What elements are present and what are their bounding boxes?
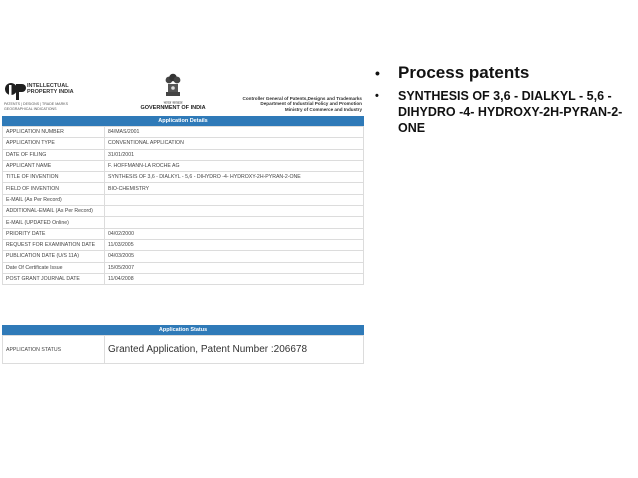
table-row — [3, 251, 364, 262]
table-row — [3, 262, 364, 273]
detail-value: F. HOFFMANN-LA ROCHE AG — [105, 160, 364, 171]
government-of-india-label: GOVERNMENT OF INDIA — [140, 105, 206, 111]
detail-value: 11/03/2005 — [105, 239, 364, 250]
detail-value: 84/MAS/2001 — [105, 127, 364, 138]
ip-india-logo-text: INTELLECTUAL PROPERTY INDIA — [27, 83, 74, 95]
detail-label: DATE OF FILING — [3, 149, 105, 160]
detail-label: E-MAIL (As Per Record) — [3, 194, 105, 205]
cgpdtm-line-2: Department of Industrial Policy and Promotion — [260, 101, 362, 107]
table-row — [3, 160, 364, 171]
detail-value — [105, 206, 364, 217]
application-details-header: Application Details — [2, 116, 364, 126]
cgpdtm-line-1: Controller General of Patents,Designs and Trademarks — [242, 96, 362, 101]
detail-label: APPLICANT NAME — [3, 160, 105, 171]
detail-value: SYNTHESIS OF 3,6 - DIALKYL - 5,6 - DIHYDRO -4- HYDROXY-2H-PYRAN-2-ONE — [105, 172, 364, 183]
national-emblem-icon — [162, 70, 184, 98]
detail-label: PUBLICATION DATE (U/S 11A) — [3, 251, 105, 262]
table-row — [3, 138, 364, 149]
detail-label: APPLICATION TYPE — [3, 138, 105, 149]
detail-label: TITLE OF INVENTION — [3, 172, 105, 183]
table-row — [3, 228, 364, 239]
bullet-text-2: SYNTHESIS OF 3,6 - DIALKYL - 5,6 - DIHYDRO -4- HYDROXY-2H-PYRAN-2-ONE — [398, 89, 623, 135]
detail-label: ADDITIONAL-EMAIL (As Per Record) — [3, 206, 105, 217]
detail-label: PRIORITY DATE — [3, 228, 105, 239]
cgpdtm-line-3: Ministry of Commerce and Industry — [284, 106, 362, 112]
table-row — [3, 183, 364, 194]
bullet-text-1: Process patents — [398, 63, 530, 82]
detail-value: 31/01/2001 — [105, 149, 364, 160]
ip-india-tagline: PATENTS | DESIGNS | TRADE MARKS — [4, 102, 68, 106]
application-status-table — [2, 335, 364, 364]
record-header — [2, 68, 364, 116]
detail-label: Date Of Certificate Issue — [3, 262, 105, 273]
patent-record-screenshot — [2, 68, 364, 364]
bullet-dot-icon: • — [375, 90, 379, 102]
detail-label: E-MAIL (UPDATED Online) — [3, 217, 105, 228]
detail-value: 04/03/2005 — [105, 251, 364, 262]
bullet-invention-title — [370, 88, 632, 136]
ip-india-tagline-2: GEOGRAPHICAL INDICATIONS — [4, 107, 57, 111]
detail-label: REQUEST FOR EXAMINATION DATE — [3, 239, 105, 250]
bullet-process-patents — [370, 62, 632, 84]
application-status-cell — [105, 336, 364, 364]
detail-value: CONVENTIONAL APPLICATION — [105, 138, 364, 149]
detail-value: 04/02/2000 — [105, 228, 364, 239]
table-row — [3, 172, 364, 183]
ip-india-logo-icon — [4, 82, 26, 102]
detail-label: POST GRANT JOURNAL DATE — [3, 273, 105, 284]
application-status-value: Granted Application, Patent Number :206678 — [108, 344, 308, 356]
table-row — [3, 127, 364, 138]
table-row — [3, 336, 364, 364]
detail-value — [105, 217, 364, 228]
ip-india-logo — [4, 82, 74, 112]
detail-value: 11/04/2008 — [105, 273, 364, 284]
application-status-label: APPLICATION STATUS — [3, 336, 105, 364]
slide-bullet-list — [370, 62, 632, 136]
table-row — [3, 149, 364, 160]
detail-value: BIO-CHEMISTRY — [105, 183, 364, 194]
cgpdtm-office-text — [232, 96, 362, 112]
table-row — [3, 194, 364, 205]
detail-label: APPLICATION NUMBER — [3, 127, 105, 138]
application-status-header: Application Status — [2, 325, 364, 335]
detail-value: 15/05/2007 — [105, 262, 364, 273]
table-row — [3, 239, 364, 250]
detail-label: FIELD OF INVENTION — [3, 183, 105, 194]
table-row — [3, 273, 364, 284]
bullet-dot-icon: • — [375, 65, 380, 81]
table-row — [3, 206, 364, 217]
application-details-table — [2, 126, 364, 285]
detail-value — [105, 194, 364, 205]
table-row — [3, 217, 364, 228]
government-of-india-hindi: भारत सरकार — [163, 100, 183, 105]
